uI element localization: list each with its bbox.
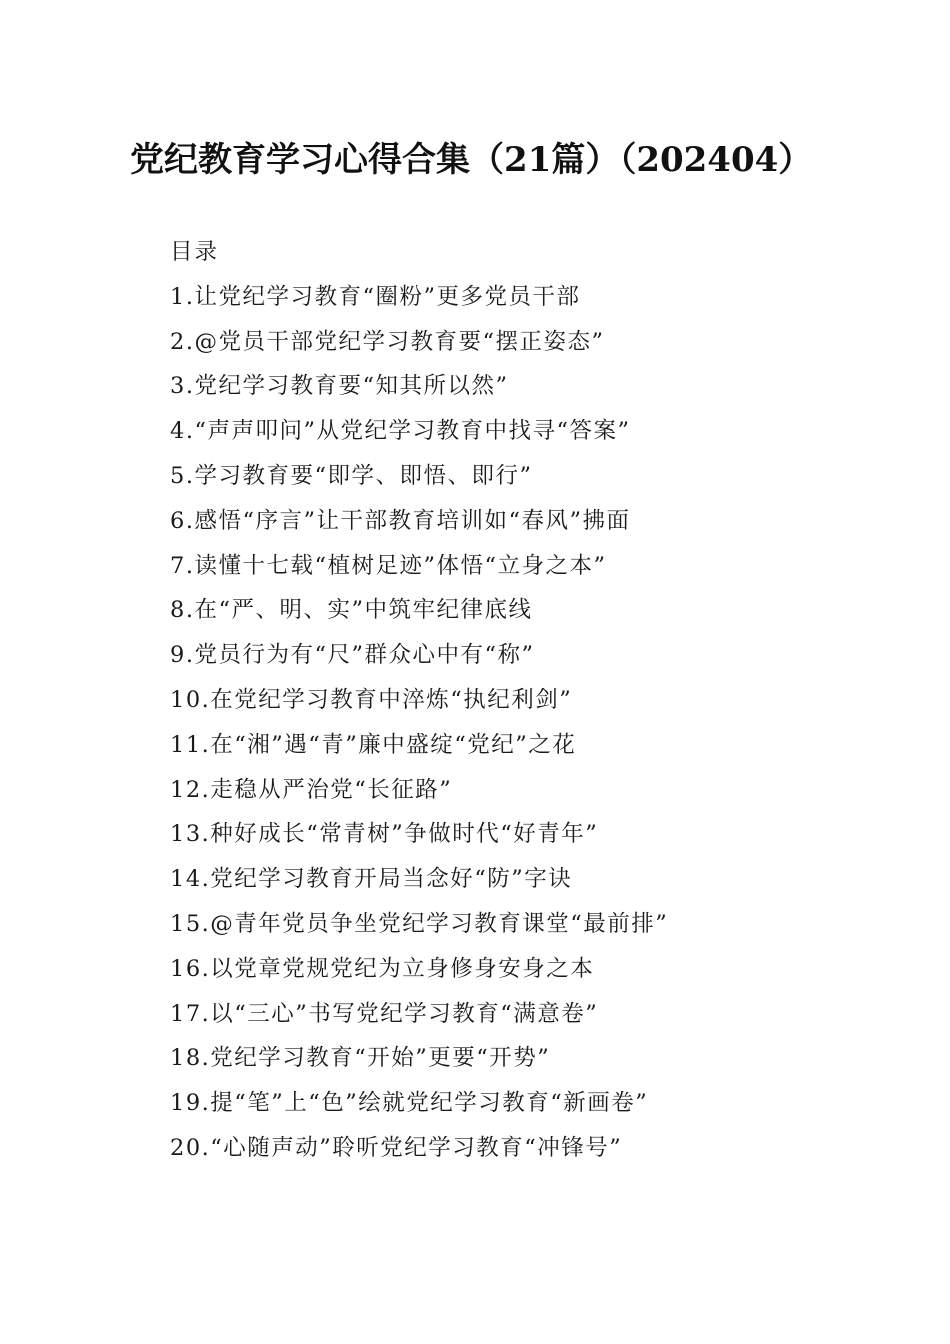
toc-item-11: 11.在“湘”遇“青”廉中盛绽“党纪”之花: [170, 731, 577, 758]
table-of-contents: [170, 230, 870, 1171]
toc-item-15: 15.@青年党员争坐党纪学习教育课堂“最前排”: [170, 910, 669, 937]
toc-item-20: 20.“心随声动”聆听党纪学习教育“冲锋号”: [170, 1134, 623, 1161]
toc-item-7: 7.读懂十七载“植树足迹”体悟“立身之本”: [170, 552, 607, 579]
toc-item-17: 17.以“三心”书写党纪学习教育“满意卷”: [170, 1000, 599, 1027]
toc-heading: 目录: [170, 239, 220, 265]
toc-item-1: 1.让党纪学习教育“圈粉”更多党员干部: [170, 283, 581, 310]
toc-item-13: 13.种好成长“常青树”争做时代“好青年”: [170, 821, 599, 848]
toc-item-18: 18.党纪学习教育“开始”更要“开势”: [170, 1045, 551, 1072]
toc-item-3: 3.党纪学习教育要“知其所以然”: [170, 373, 509, 400]
toc-item-14: 14.党纪学习教育开局当念好“防”字诀: [170, 866, 573, 893]
toc-item-9: 9.党员行为有“尺”群众心中有“称”: [170, 642, 535, 669]
toc-item-19: 19.提“笔”上“色”绘就党纪学习教育“新画卷”: [170, 1090, 649, 1117]
toc-item-8: 8.在“严、明、实”中筑牢纪律底线: [170, 597, 533, 624]
document-title: 党纪教育学习心得合集（21篇）（202404）: [130, 140, 813, 180]
toc-list: [170, 275, 870, 1171]
toc-item-6: 6.感悟“序言”让干部教育培训如“春风”拂面: [170, 507, 631, 534]
toc-item-12: 12.走稳从严治党“长征路”: [170, 776, 453, 803]
toc-item-4: 4.“声声叩问”从党纪学习教育中找寻“答案”: [170, 418, 631, 445]
toc-item-10: 10.在党纪学习教育中淬炼“执纪利剑”: [170, 686, 573, 713]
toc-item-2: 2.@党员干部党纪学习教育要“摆正姿态”: [170, 328, 605, 355]
toc-item-5: 5.学习教育要“即学、即悟、即行”: [170, 462, 533, 489]
toc-item-16: 16.以党章党规党纪为立身修身安身之本: [170, 955, 595, 982]
